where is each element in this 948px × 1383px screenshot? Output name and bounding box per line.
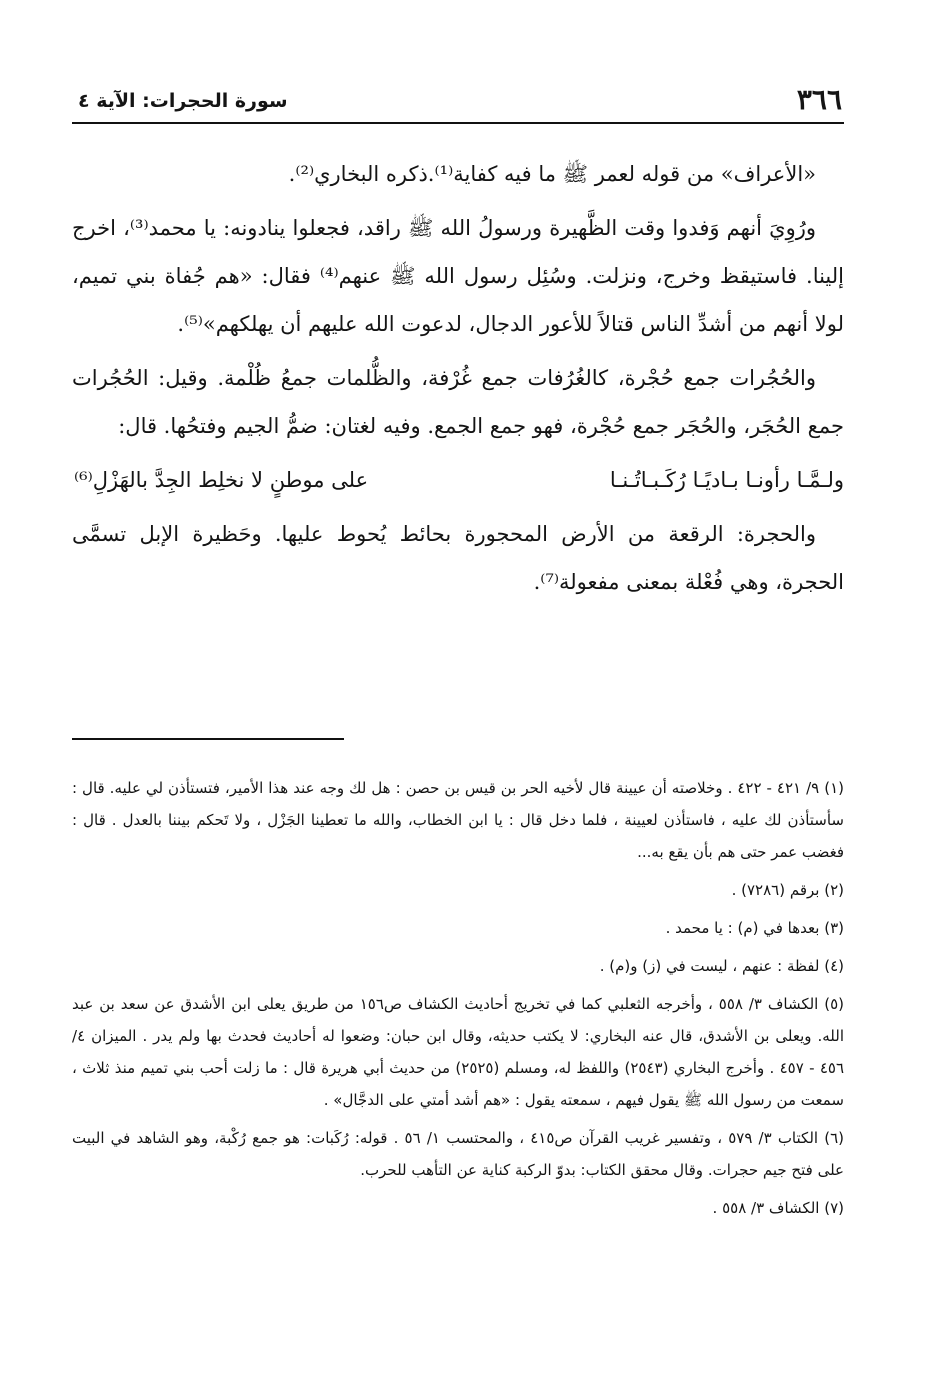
footnote-1: (١) ٩/ ٤٢١ - ٤٢٢ . وخلاصته أن عيينة قال لأخيه الحر بن قيس بن حصن : هل لك وجه عند هذا الأمير، فتستأذن لي عليه. قال : سأستأذن لك عليه ، فاستأذن لعيينة ، فلما دخل قال : يا ابن الخطاب، والله ما تعطينا الجَزْل ، ولا تَحكم بيننا بالعدل . قال : فغضب عمر حتى هم بأن يقع به... (72, 779, 844, 861)
page-number: ٣٦٦ (796, 83, 842, 116)
book-page (72, 70, 844, 1360)
footnote-5: (٥) الكشاف ٣/ ٥٥٨ ، وأخرجه الثعلبي كما في تخريج أحاديث الكشاف ص١٥٦ من طريق يعلى ابن الأشدق عن سعد بن عبد الله. ويعلى بن الأشدق، قال عنه البخاري: لا يكتب حديثه، وقال ابن حبان: وضعوا له أحاديث فحدث بها ولم يدر . الميزان ٤/ ٤٥٦ - ٤٥٧ . وأخرج البخاري (٢٥٤٣) واللفظ له، ومسلم (٢٥٢٥) من حديث أبي هريرة قال : ما زلت أحب بني تميم منذ ثلاث ، سمعت من رسول الله ﷺ يقول فيهم ، سمعته يقول : «هم أشد أمتي على الدجَّال» . (72, 995, 845, 1109)
paragraph-4: والحجرة: الرقعة من الأرض المحجورة بحائط يُحوط عليها. وحَظيرة الإبل تسمَّى الحجرة، وهي فُعْلة بمعنى مفعولة⁽⁷⁾. (72, 522, 844, 594)
footnotes (72, 772, 844, 1230)
paragraph-1: «الأعراف» من قوله لعمر ﷺ ما فيه كفاية⁽¹⁾.ذكره البخاري⁽²⁾. (288, 162, 816, 186)
paragraph-2: ورُوِيَ أنهم وَفدوا وقت الظَّهيرة ورسولُ الله ﷺ راقد، فجعلوا ينادونه: يا محمد⁽³⁾، اخرج إلينا. فاستيقظ وخرج، ونزلت. وسُئِل رسول الله ﷺ عنهم⁽⁴⁾ فقال: «هم جُفاة بني تميم، لولا أنهم من أشدِّ الناس قتالاً للأعور الدجال، لدعوت الله عليهم أن يهلكهم»⁽⁵⁾. (72, 216, 845, 336)
verse-hemistich-first: ولـمَّـا رأونـا بـاديًـا رُكَـبـاتُـنـا (609, 468, 844, 492)
page-header (72, 78, 844, 124)
footnote-4: (٤) لفظة : عنهم ، ليست في (ز) و(م) . (599, 957, 844, 975)
running-title: سورة الحجرات: الآية ٤ (78, 90, 288, 112)
poetry-verse (72, 456, 844, 504)
main-text (72, 150, 844, 612)
footnote-3: (٣) بعدها في (م) : يا محمد . (665, 919, 844, 937)
footnote-2: (٢) برقم (٧٢٨٦) . (731, 881, 844, 899)
footnote-7: (٧) الكشاف ٣/ ٥٥٨ . (712, 1199, 844, 1217)
footnote-6: (٦) الكتاب ٣/ ٥٧٩ ، وتفسير غريب القرآن ص٤١٥ ، والمحتسب ١/ ٥٦ . قوله: رُكَبات: هو جمع رُكْبة، وهو الشاهد في البيت على فتح جيم حجرات. وقال محقق الكتاب: بدوّ الركبة كناية عن التأهب للحرب. (72, 1129, 844, 1179)
paragraph-3: والحُجُرات جمع حُجْرة، كالغُرُفات جمع غُرْفة، والظُّلمات جمعُ ظُلْمة. وقيل: الحُجُرات جمع الحُجَر، والحُجَر جمع حُجْرة، فهو جمع الجمع. وفيه لغتان: ضمُّ الجيم وفتحُها. قال: (72, 366, 844, 438)
footnote-separator (72, 738, 344, 740)
verse-hemistich-second: على موطنٍ لا نخلِط الجِدَّ بالهَزْلِ⁽⁶⁾ (74, 468, 369, 492)
